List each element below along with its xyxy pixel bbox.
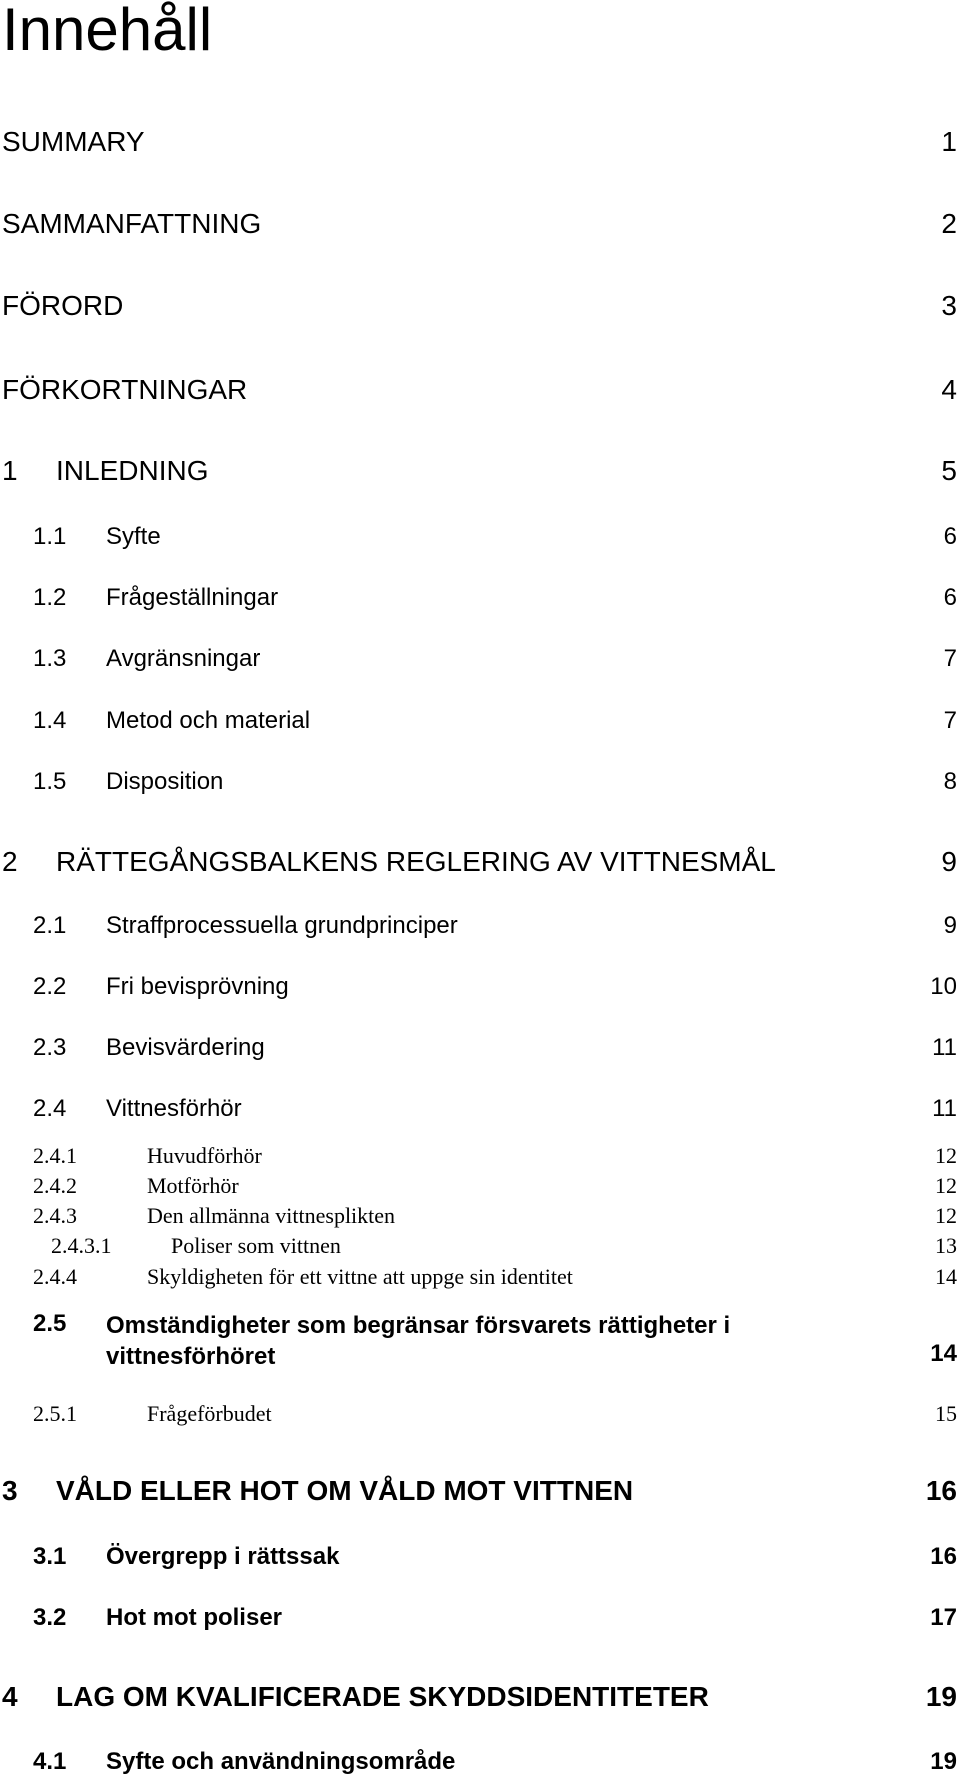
toc-entry-number: 3.1 xyxy=(33,1543,67,1570)
toc-entry-number: 4 xyxy=(2,1681,18,1712)
toc-entry-number: 2 xyxy=(2,846,18,877)
toc-entry-label xyxy=(106,1310,826,1372)
toc-entry-page: 14 xyxy=(935,1264,957,1289)
toc-entry-number: 2.4.1 xyxy=(33,1143,77,1168)
toc-entry-page: 6 xyxy=(943,584,957,611)
toc-entry-label: FÖRKORTNINGAR xyxy=(2,374,248,405)
toc-entry-number: 1.5 xyxy=(33,768,67,795)
toc-entry-label: Hot mot poliser xyxy=(106,1604,283,1631)
toc-entry-label: RÄTTEGÅNGSBALKENS REGLERING AV VITTNESMÅL xyxy=(56,846,776,877)
toc-entry-number: 3 xyxy=(2,1475,18,1506)
toc-entry-number: 2.5 xyxy=(33,1310,67,1337)
toc-entry-page: 19 xyxy=(925,1681,957,1712)
toc-entry-label: Frågeställningar xyxy=(106,584,279,611)
toc-entry-number: 1.3 xyxy=(33,645,67,672)
toc-entry-label: Frågeförbudet xyxy=(147,1401,272,1426)
toc-entry-number: 1.4 xyxy=(33,707,67,734)
toc-entry-page: 3 xyxy=(941,290,957,321)
toc-entry-page: 10 xyxy=(930,973,957,1000)
toc-entry-label: Metod och material xyxy=(106,707,311,734)
toc-entry-number: 2.3 xyxy=(33,1034,67,1061)
toc-entry-page: 11 xyxy=(932,1095,957,1122)
toc-entry-label: SUMMARY xyxy=(2,126,145,157)
toc-entry-page: 6 xyxy=(943,523,957,550)
toc-entry-page: 11 xyxy=(932,1034,957,1061)
toc-entry-number: 2.4.2 xyxy=(33,1173,77,1198)
toc-entry-number: 1 xyxy=(2,455,18,486)
toc-entry-number: 4.1 xyxy=(33,1748,67,1775)
toc-entry-number: 2.4 xyxy=(33,1095,67,1122)
toc-entry-page: 5 xyxy=(941,455,957,486)
toc-entry-label: Disposition xyxy=(106,768,224,795)
toc-entry-label: Syfte och användningsområde xyxy=(106,1748,456,1775)
toc-entry-label: LAG OM KVALIFICERADE SKYDDSIDENTITETER xyxy=(56,1681,709,1712)
toc-entry-number: 2.1 xyxy=(33,912,67,939)
toc-entry-page: 14 xyxy=(930,1340,957,1367)
toc-entry-label: SAMMANFATTNING xyxy=(2,208,262,239)
toc-entry-label-line: Omständigheter som begränsar försvarets rättigheter i xyxy=(106,1312,731,1339)
toc-entry-page: 15 xyxy=(935,1401,957,1426)
toc-entry-number: 1.2 xyxy=(33,584,67,611)
toc-entry-label: Den allmänna vittnesplikten xyxy=(147,1203,396,1228)
toc-entry-number: 2.5.1 xyxy=(33,1401,77,1426)
toc-entry-label: INLEDNING xyxy=(56,455,209,486)
toc-entry-number: 2.4.3 xyxy=(33,1203,77,1228)
toc-entry-label: VÅLD ELLER HOT OM VÅLD MOT VITTNEN xyxy=(56,1475,634,1506)
toc-entry-page: 4 xyxy=(941,374,957,405)
toc-entry-number: 2.4.3.1 xyxy=(51,1233,112,1258)
toc-entry-label: Skyldigheten för ett vittne att uppge sin identitet xyxy=(147,1264,573,1289)
toc-entry-label: Bevisvärdering xyxy=(106,1034,265,1061)
toc-entry-number: 2.4.4 xyxy=(33,1264,77,1289)
toc-entry-number: 1.1 xyxy=(33,523,67,550)
toc-entry-label: FÖRORD xyxy=(2,290,124,321)
toc-entry-label-line: vittnesförhöret xyxy=(106,1343,276,1370)
toc-entry-page: 7 xyxy=(943,645,957,672)
toc-entry-page: 16 xyxy=(930,1543,957,1570)
toc-entry-page: 8 xyxy=(943,768,957,795)
toc-entry-label: Syfte xyxy=(106,523,161,550)
toc-entry-number: 3.2 xyxy=(33,1604,67,1631)
toc-entry-label: Motförhör xyxy=(147,1173,239,1198)
toc-entry-page: 1 xyxy=(941,126,957,157)
toc-entry-label: Straffprocessuella grundprinciper xyxy=(106,912,458,939)
toc-entry-page: 17 xyxy=(930,1604,957,1631)
toc-entry-label: Poliser som vittnen xyxy=(171,1233,341,1258)
toc-entry-page: 7 xyxy=(943,707,957,734)
toc-entry-page: 9 xyxy=(943,912,957,939)
toc-entry-page: 13 xyxy=(935,1233,957,1258)
toc-entry-page: 12 xyxy=(935,1203,957,1228)
toc-entry-page: 9 xyxy=(941,846,957,877)
toc-entry-label: Avgränsningar xyxy=(106,645,261,672)
toc-entry-page: 12 xyxy=(935,1143,957,1168)
page-title: Innehåll xyxy=(2,0,213,63)
toc-entry-label: Fri bevisprövning xyxy=(106,973,289,1000)
toc-entry-page: 12 xyxy=(935,1173,957,1198)
toc-entry-label: Huvudförhör xyxy=(147,1143,262,1168)
toc-entry-number: 2.2 xyxy=(33,973,67,1000)
toc-entry-label: Övergrepp i rättssak xyxy=(106,1543,340,1570)
toc-entry-page: 2 xyxy=(941,208,957,239)
toc-entry-page: 16 xyxy=(925,1475,957,1506)
toc-entry-page: 19 xyxy=(930,1748,957,1775)
toc-entry-label: Vittnesförhör xyxy=(106,1095,242,1122)
